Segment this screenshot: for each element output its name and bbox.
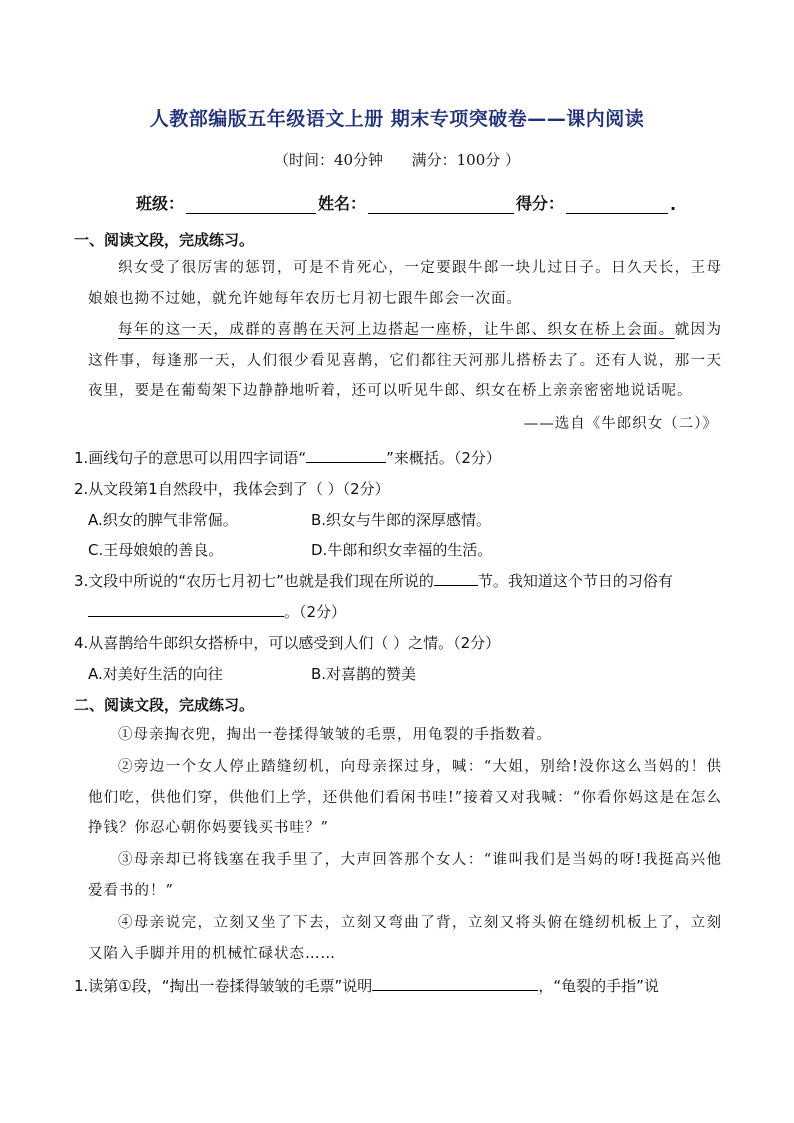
s1-question-4: 4.从喜鹊给牛郎织女搭桥中，可以感受到人们（ ）之情。（2分） (74, 634, 501, 652)
s1-q1-text-b: ”来概括。（2分） (386, 449, 501, 467)
s1-q3-text-a: 3.文段中所说的“农历七月初七”也就是我们现在所说的 (74, 572, 434, 590)
s1-q3-blank-2[interactable] (88, 602, 284, 617)
s1-question-3 (74, 570, 673, 591)
passage-1-paragraph-2 (88, 315, 722, 407)
section-1-heading: 一、阅读文段，完成练习。 (74, 231, 255, 249)
passage-1-paragraph-1: 织女受了很厉害的惩罚，可是不肯死心，一定要跟牛郎一块儿过日子。日久天长，王母娘娘也拗不过她，就允许她每年农历七月初七跟牛郎会一次面。 (88, 260, 722, 307)
s1-q2-option-a[interactable]: A.织女的脾气非常倔。 (88, 511, 238, 529)
info-end-dot: . (670, 195, 677, 214)
name-label: 姓名： (318, 194, 367, 213)
score-label: 得分： (516, 194, 565, 213)
paragraph-2-rest: 就因为这件事，每逢那一天，人们很少看见喜鹊，它们都往天河那儿搭桥去了。还有人说，那一天夜里，要是在葡萄架下边静静地听着，还可以听见牛郎、织女在桥上亲亲密密地说话呢。 (88, 322, 722, 399)
s2-q1-text-a: 1.读第①段，“掏出一卷揉得皱皱的毛票”说明 (74, 977, 373, 995)
class-blank[interactable] (186, 197, 316, 214)
s1-q3-text-c: 。（2分） (284, 603, 347, 621)
name-blank[interactable] (368, 197, 514, 214)
s1-question-2: 2.从文段第1自然段中，我体会到了（ ）（2分） (74, 480, 390, 498)
underlined-sentence: 每年的这一天，成群的喜鹊在天河上边搭起一座桥，让牛郎、织女在桥上会面。 (118, 322, 675, 338)
s2-question-1 (74, 975, 659, 996)
student-info-row (136, 191, 676, 214)
score-blank[interactable] (566, 197, 668, 214)
page-title: 人教部编版五年级语文上册 期末专项突破卷——课内阅读 (149, 108, 645, 130)
s1-q2-option-d[interactable]: D.牛郎和织女幸福的生活。 (311, 541, 493, 559)
s1-q3-text-b: 节。我知道这个节日的习俗有 (477, 572, 673, 590)
s2-q1-blank[interactable] (372, 976, 538, 991)
exam-subtitle: （时间：40分钟 满分：100分 ） (273, 151, 521, 169)
s1-q3-blank-1[interactable] (434, 571, 478, 586)
s2-q1-text-b: ，“龟裂的手指”说 (538, 977, 659, 995)
s1-q2-option-b[interactable]: B.织女与牛郎的深厚感情。 (311, 511, 492, 529)
passage-2-paragraph-1: ①母亲掏衣兜，掏出一卷揉得皱皱的毛票，用龟裂的手指数着。 (118, 727, 552, 743)
s1-question-3-line-2 (88, 601, 346, 622)
section-2-heading: 二、阅读文段，完成练习。 (74, 696, 255, 714)
s1-q1-text-a: 1.画线句子的意思可以用四字词语“ (74, 449, 307, 467)
passage-2-paragraph-3: ③母亲却已将钱塞在我手里了，大声回答那个女人：“谁叫我们是当妈的呀!我挺高兴他爱看书的！” (88, 852, 722, 899)
s1-q4-option-b[interactable]: B.对喜鹊的赞美 (311, 665, 417, 683)
s1-q1-blank[interactable] (306, 448, 386, 463)
passage-2-paragraph-4: ④母亲说完，立刻又坐了下去，立刻又弯曲了背，立刻又将头俯在缝纫机板上了，立刻又陷入手脚并用的机械忙碌状态…… (88, 915, 722, 962)
s1-q4-option-a[interactable]: A.对美好生活的向往 (88, 665, 223, 683)
s1-question-1 (74, 447, 501, 468)
class-label: 班级： (136, 194, 185, 213)
s1-q2-option-c[interactable]: C.王母娘娘的善良。 (88, 541, 224, 559)
passage-2-paragraph-2: ②旁边一个女人停止踏缝纫机，向母亲探过身，喊：“大姐，别给!没你这么当妈的！供他们吃，供他们穿，供他们上学，还供他们看闲书哇!”接着又对我喊：“你看你妈这是在怎么挣钱？你忍心朝你妈要钱买书哇？” (88, 759, 722, 836)
passage-source: ——选自《牛郎织女（二）》 (523, 416, 718, 432)
